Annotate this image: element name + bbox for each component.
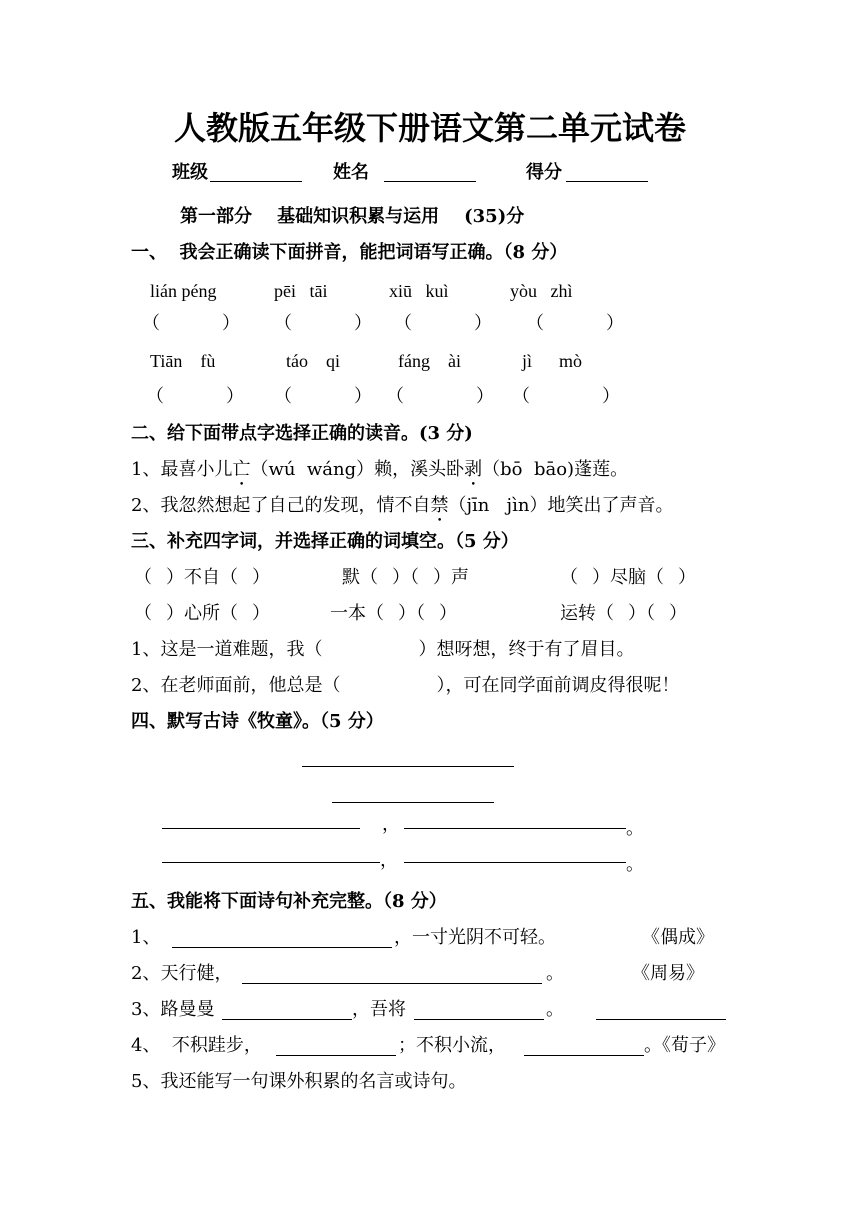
q3-word-6: 运转（ ）（ ） — [560, 603, 687, 624]
class-blank[interactable] — [210, 181, 302, 182]
q2-heading: 二、给下面带点字选择正确的读音。(3 分) — [131, 423, 473, 444]
q5-item2-source: 《周易》 — [632, 963, 704, 984]
q2-dotted-char-3: 禁 — [430, 495, 449, 516]
q1-answer-4[interactable]: （ ） — [526, 313, 624, 334]
q3-heading: 三、补充四字词，并选择正确的词填空。（5 分） — [131, 531, 519, 552]
q5-item1-num: 1、 — [131, 927, 161, 948]
page-title: 人教版五年级下册语文第二单元试卷 — [173, 109, 686, 147]
q3-word-2: 默（ ）（ ）声 — [342, 567, 469, 588]
q5-item3-mid: ，吾将 — [352, 999, 406, 1020]
q1-pinyin-3: xiū kuì — [389, 281, 449, 301]
q5-item5: 5、我还能写一句课外积累的名言或诗句。 — [131, 1071, 467, 1092]
q5-item2-end: 。 — [546, 963, 564, 984]
q5-item3-blank-1[interactable] — [222, 1019, 352, 1020]
q3-sentence-2: 2、在老师面前，他总是（ ），可在同学面前调皮得很呢！ — [131, 675, 680, 696]
class-label: 班级 — [172, 162, 208, 183]
q1-pinyin-1: lián péng — [150, 281, 217, 301]
part1-heading: 第一部分 基础知识积累与运用 (35)分 — [180, 206, 525, 227]
poem-author-blank[interactable] — [332, 802, 494, 803]
q5-item3-blank-2[interactable] — [414, 1019, 544, 1020]
q1-answer-5[interactable]: （ ） — [146, 386, 244, 407]
q5-item4-mid: ；不积小流， — [398, 1035, 506, 1056]
poem-line-2-comma: ， — [380, 850, 398, 871]
q1-heading: 一、 我会正确读下面拼音，能把词语写正确。（8 分） — [131, 242, 568, 263]
q1-pinyin-2: pēi tāi — [274, 281, 328, 301]
score-label: 得分 — [526, 162, 562, 183]
name-blank[interactable] — [384, 181, 476, 182]
q1-pinyin-5: Tiān fù — [150, 351, 216, 371]
q3-word-1: （ ）不自（ ） — [134, 567, 270, 588]
q5-item4-start: 4、 不积跬步， — [131, 1035, 262, 1056]
q1-answer-3[interactable]: （ ） — [394, 313, 492, 334]
poem-line-1a-blank[interactable] — [162, 828, 360, 829]
poem-line-1-stop: 。 — [626, 818, 644, 839]
q2-line-2: 2、我忽然想起了自己的发现，情不自禁（jīn jìn）地笑出了声音。 — [131, 495, 674, 516]
q1-answer-7[interactable]: （ ） — [386, 386, 494, 407]
q5-item3-end: 。 — [546, 999, 564, 1020]
q5-item2-start: 2、天行健， — [131, 963, 233, 984]
q1-pinyin-8: jì mò — [522, 351, 583, 371]
q5-item4-blank-2[interactable] — [524, 1055, 644, 1056]
poem-line-2-stop: 。 — [626, 854, 644, 875]
q5-item4-end: 。《荀子》 — [644, 1035, 725, 1056]
q1-answer-6[interactable]: （ ） — [274, 386, 372, 407]
q5-item1-source: 《偶成》 — [642, 927, 714, 948]
q5-item4-blank-1[interactable] — [276, 1055, 396, 1056]
q5-item3-start: 3、路曼曼 — [131, 999, 215, 1020]
q3-word-3: （ ）尽脑（ ） — [560, 567, 696, 588]
name-label: 姓名 — [333, 162, 369, 183]
q5-item1-blank[interactable] — [172, 947, 392, 948]
q5-item3-source-blank[interactable] — [596, 1019, 726, 1020]
q5-heading: 五、我能将下面诗句补充完整。（8 分） — [131, 891, 447, 912]
poem-line-1-comma: ， — [382, 814, 400, 835]
q4-heading: 四、默写古诗《牧童》。（5 分） — [131, 711, 384, 732]
q1-answer-8[interactable]: （ ） — [512, 386, 620, 407]
q1-pinyin-7: fáng ài — [398, 351, 461, 371]
q3-word-4: （ ）心所（ ） — [134, 603, 270, 624]
q3-word-5: 一本（ ）（ ） — [330, 603, 457, 624]
q2-dotted-char-2: 剥 — [464, 459, 483, 480]
q3-sentence-1: 1、这是一道难题，我（ ）想呀想，终于有了眉目。 — [131, 639, 635, 660]
poem-line-1b-blank[interactable] — [404, 828, 626, 829]
q5-item2-blank[interactable] — [242, 983, 542, 984]
poem-line-2a-blank[interactable] — [162, 862, 380, 863]
q5-item1-text: ，一寸光阴不可轻。 — [394, 927, 556, 948]
q2-dotted-char-1: 亡 — [232, 459, 251, 480]
poem-line-2b-blank[interactable] — [404, 862, 626, 863]
q1-answer-2[interactable]: （ ） — [274, 313, 372, 334]
q1-pinyin-4: yòu zhì — [510, 281, 573, 301]
q1-pinyin-6: táo qi — [286, 351, 340, 371]
poem-title-blank[interactable] — [302, 766, 514, 767]
q1-answer-1[interactable]: （ ） — [142, 313, 240, 334]
score-blank[interactable] — [566, 181, 648, 182]
q2-line-1: 1、最喜小儿亡（wú wáng）赖，溪头卧剥（bō bāo)蓬莲。 — [131, 459, 629, 480]
